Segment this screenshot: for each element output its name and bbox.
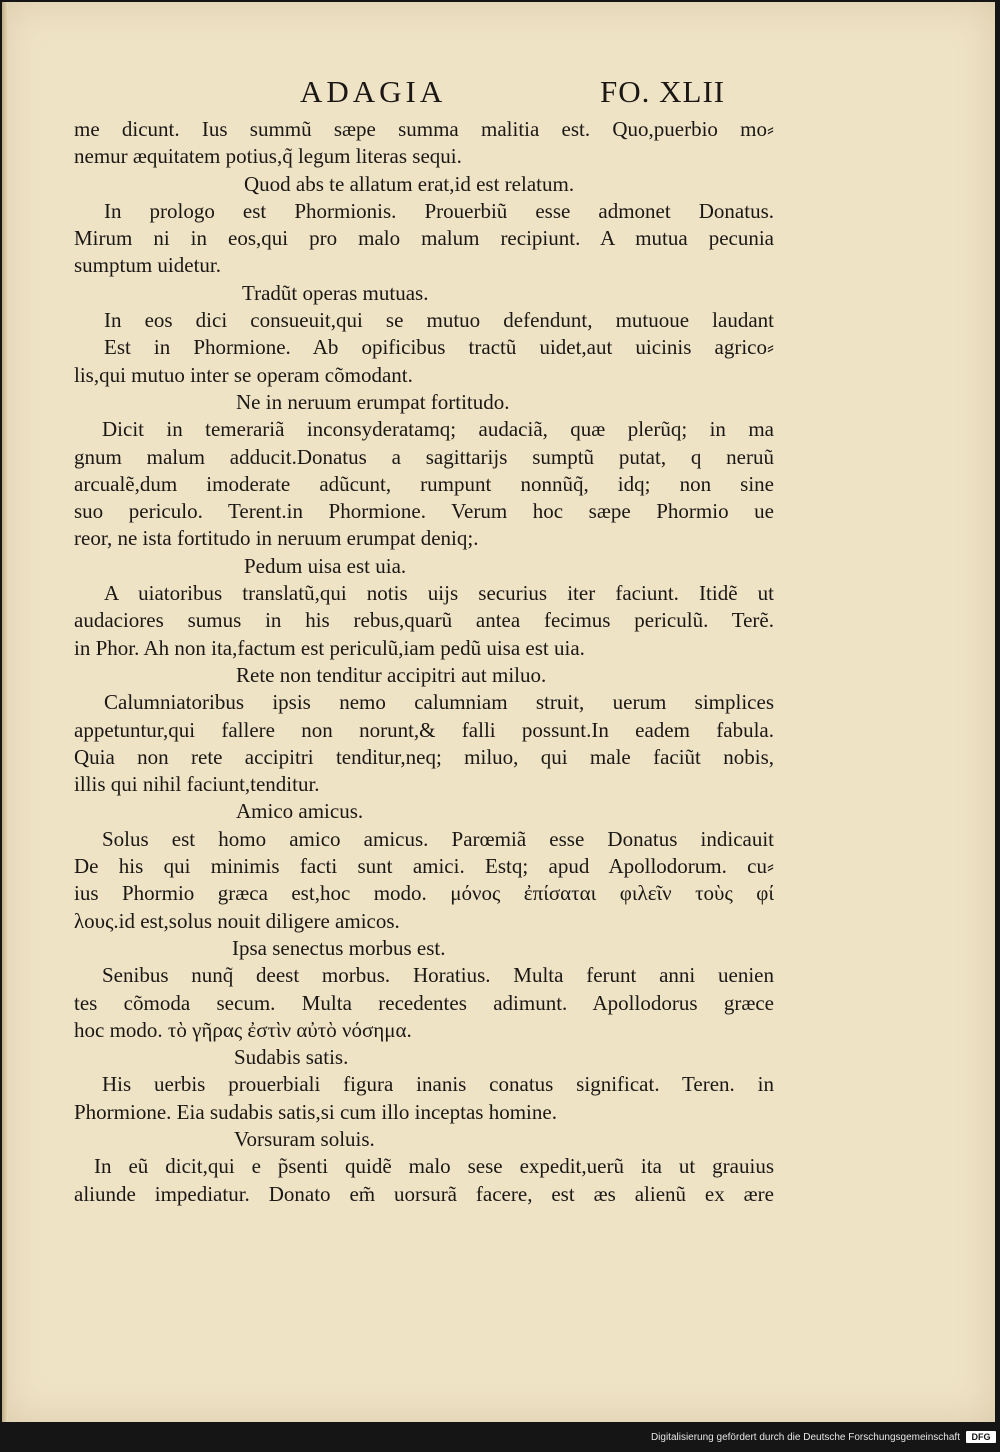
text-block	[74, 116, 774, 1208]
text-line: arcualẽ,dum imoderate adũcunt, rumpunt nonnũq̃, idq; non sine	[74, 471, 774, 496]
adage-heading: Quod abs te allatum erat,id est relatum.	[244, 171, 575, 196]
adage-heading: Tradũt operas mutuas.	[242, 280, 429, 305]
page-header	[2, 74, 995, 114]
text-line: A uiatoribus translatũ,qui notis uijs securius iter faciunt. Itidẽ ut	[104, 581, 774, 606]
text-line: In eũ dicit,qui e p̃senti quidẽ malo sese expedit,uerũ ita ut grauius	[94, 1154, 774, 1179]
adage-heading: Rete non tenditur accipitri aut miluo.	[236, 662, 547, 687]
text-line: audaciores sumus in his rebus,quarũ antea fecimus periculũ. Terẽ.	[74, 608, 774, 633]
text-line: Senibus nunq̃ deest morbus. Horatius. Multa ferunt anni uenien	[102, 963, 774, 988]
text-line: suo periculo. Terent.in Phormione. Verum hoc sæpe Phormio ue	[74, 499, 774, 524]
digitization-credit: Digitalisierung gefördert durch die Deutsche Forschungsgemeinschaft	[650, 1432, 960, 1443]
book-page	[2, 2, 995, 1422]
text-line: illis qui nihil faciunt,tenditur.	[74, 772, 320, 797]
text-line: lis,qui mutuo inter se operam cõmodant.	[74, 362, 413, 387]
adage-heading: Vorsuram soluis.	[234, 1126, 375, 1151]
adage-heading: Ne in neruum erumpat fortitudo.	[236, 389, 510, 414]
text-line: ius Phormio græca est,hoc modo. μόνος ἐπίσαται φιλεῖν τοὺς φί	[74, 881, 774, 906]
text-line: Est in Phormione. Ab opificibus tractũ uidet,aut uicinis agrico⸗	[104, 335, 774, 360]
text-line: nemur æquitatem potius,q̃ legum literas sequi.	[74, 144, 462, 169]
text-line: Phormione. Eia sudabis satis,si cum illo inceptas homine.	[74, 1099, 557, 1124]
text-line: His uerbis prouerbiali figura inanis conatus significat. Teren. in	[102, 1072, 774, 1097]
text-line: De his qui minimis facti sunt amici. Estq; apud Apollodorum. cu⸗	[74, 854, 774, 879]
footer-bar	[0, 1422, 1000, 1452]
text-line: sumptum uidetur.	[74, 253, 221, 278]
running-title: ADAGIA	[300, 74, 447, 109]
text-line: λους.id est,solus nouit diligere amicos.	[74, 908, 400, 933]
adage-heading: Sudabis satis.	[234, 1045, 349, 1070]
dfg-logo-icon: DFG	[966, 1431, 996, 1443]
text-line: tes cõmoda secum. Multa recedentes adimunt. Apollodorus græce	[74, 990, 774, 1015]
text-line: In prologo est Phormionis. Prouerbiũ esse admonet Donatus.	[104, 198, 774, 223]
text-line: appetuntur,qui fallere non norunt,& falli possunt.In eadem fabula.	[74, 717, 774, 742]
adage-heading: Pedum uisa est uia.	[244, 553, 407, 578]
text-line: gnum malum adducit.Donatus a sagittarijs sumptũ putat, q neruũ	[74, 444, 774, 469]
text-line: me dicunt. Ius summũ sæpe summa malitia est. Quo,puerbio mo⸗	[74, 117, 774, 141]
text-line: In eos dici consueuit,qui se mutuo defendunt, mutuoue laudant	[104, 308, 774, 333]
adage-heading: Ipsa senectus morbus est.	[232, 935, 446, 960]
text-line: Calumniatoribus ipsis nemo calumniam struit, uerum simplices	[104, 690, 774, 715]
adage-heading: Amico amicus.	[236, 799, 364, 824]
text-line: Solus est homo amico amicus. Parœmiã esse Donatus indicauit	[102, 826, 774, 851]
text-line: Dicit in temerariã inconsyderatamq; audaciã, quæ plerũq; in ma	[102, 417, 774, 442]
text-line: Quia non rete accipitri tenditur,neq; miluo, qui male faciũt nobis,	[74, 744, 774, 769]
folio-number: FO. XLII	[600, 74, 726, 109]
text-line: Mirum ni in eos,qui pro malo malum recipiunt. A mutua pecunia	[74, 226, 774, 251]
text-line: hoc modo. τὸ γῆρας ἐστὶν αὐτὸ νόσημα.	[74, 1017, 412, 1042]
text-line: in Phor. Ah non ita,factum est periculũ,iam pedũ uisa est uia.	[74, 635, 585, 660]
text-line: reor, ne ista fortitudo in neruum erumpat deniq;.	[74, 526, 479, 551]
text-line: aliunde impediatur. Donato em̃ uorsurã facere, est æs alienũ ex ære	[74, 1181, 774, 1206]
